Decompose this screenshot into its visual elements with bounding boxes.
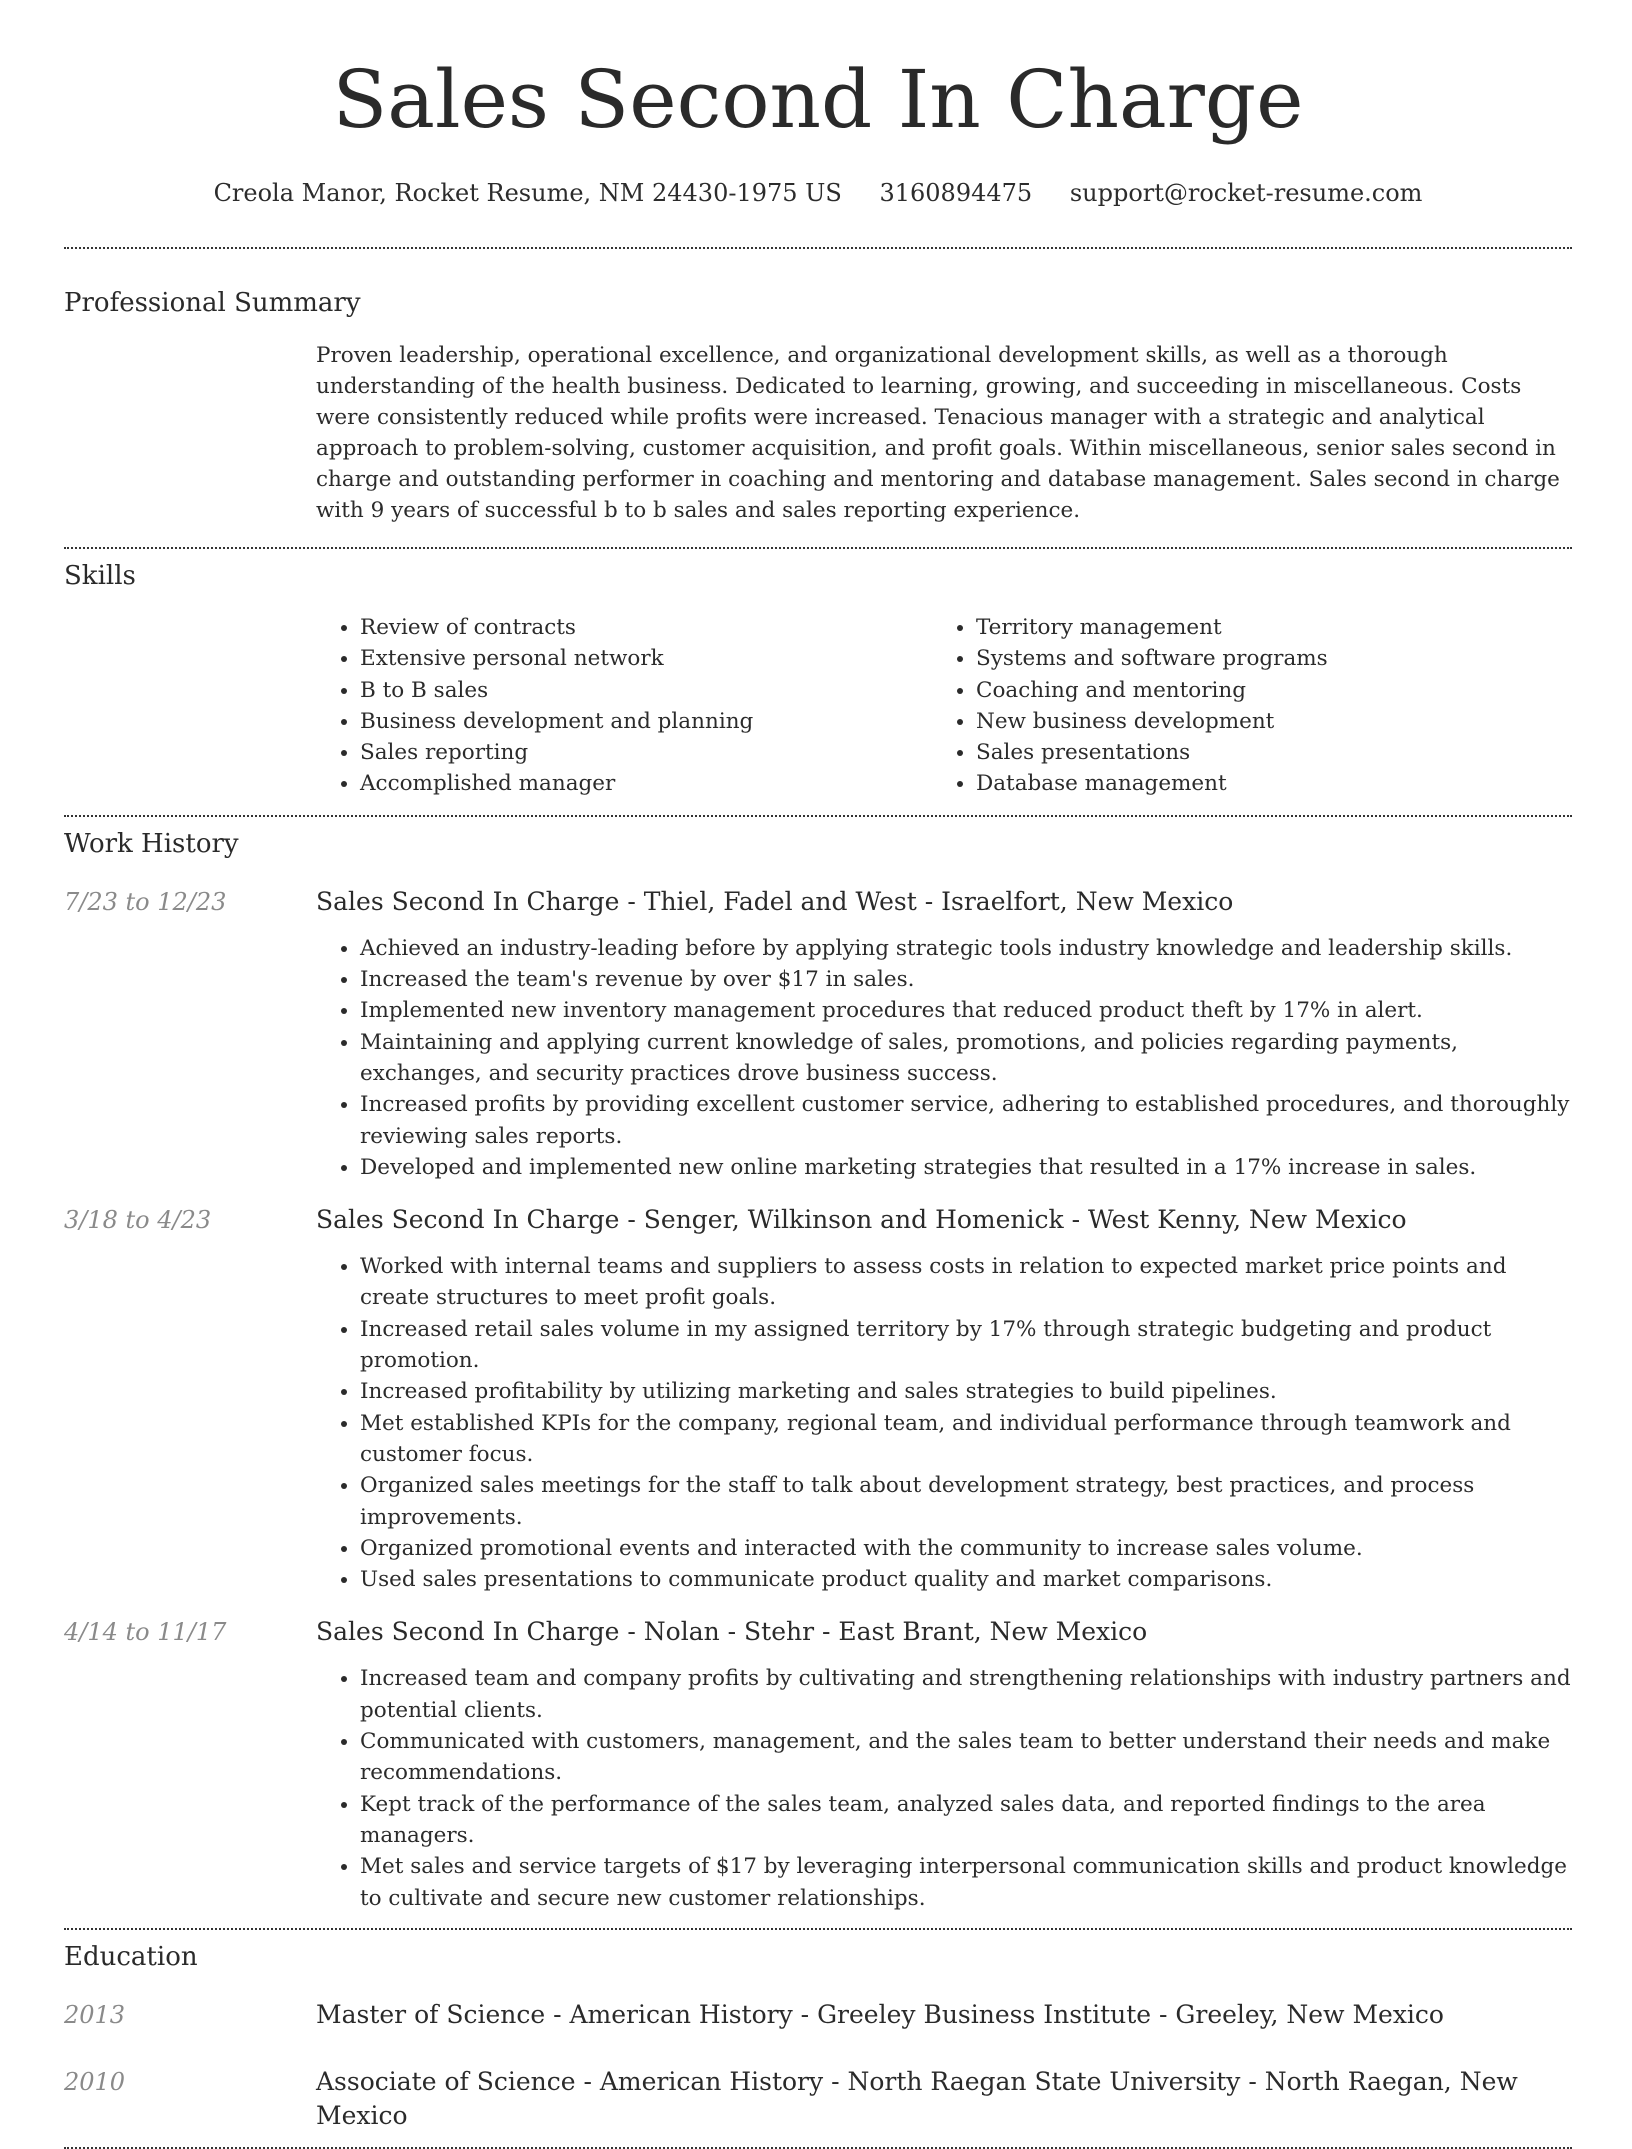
- education-entry: [64, 1998, 1572, 2032]
- education-text: Master of Science - American History - Greeley Business Institute - Greeley, New Mexico: [316, 1999, 1444, 2029]
- skills-column-left: [316, 612, 932, 800]
- job-entry: [64, 1615, 1572, 1913]
- job-bullet: • Met established KPIs for the company, regional team, and individual performance through teamwork and customer focus.: [360, 1408, 1572, 1471]
- job-title: Sales Second In Charge - Senger, Wilkinson and Homenick - West Kenny, New Mexico: [316, 1205, 1407, 1235]
- skill-item: • Territory management: [976, 612, 1548, 643]
- section-title-work: Work History: [64, 828, 239, 859]
- skills-list: [316, 612, 1572, 800]
- summary-text: Proven leadership, operational excellence, and organizational development skills, as well as a thorough understanding of the health business. Dedicated to learning, growing, and succeeding in miscellaneous. Costs were consistently reduced while profits were increased. Tenacious manager with a strategic and analytical approach to problem-solving, customer acquisition, and profit goals. Within miscellaneous, senior sales second in charge and outstanding performer in coaching and mentoring and database management. Sales second in charge with 9 years of successful b to b sales and sales reporting experience.: [316, 343, 1560, 523]
- job-date: 7/23 to 12/23: [64, 887, 227, 916]
- skills-column-right: [932, 612, 1548, 800]
- skill-item: • New business development: [976, 706, 1548, 737]
- job-bullet: • Maintaining and applying current knowledge of sales, promotions, and policies regarding payments, exchanges, and security practices drove business success.: [360, 1027, 1572, 1090]
- job-date: 3/18 to 4/23: [64, 1206, 212, 1235]
- job-bullet: • Used sales presentations to communicate product quality and market comparisons.: [360, 1564, 1572, 1595]
- job-bullet: • Increased profits by providing excellent customer service, adhering to established procedures, and thoroughly reviewing sales reports.: [360, 1089, 1572, 1152]
- job-bullet: • Increased retail sales volume in my assigned territory by 17% through strategic budgeting and product promotion.: [360, 1314, 1572, 1377]
- job-entry: [64, 885, 1572, 1183]
- section-title-skills: Skills: [64, 561, 136, 591]
- job-bullet: • Implemented new inventory management procedures that reduced product theft by 17% in alert.: [360, 995, 1572, 1026]
- job-bullet: • Communicated with customers, management, and the sales team to better understand their needs and make recommendations.: [360, 1726, 1572, 1789]
- job-bullet: • Achieved an industry-leading before by applying strategic tools industry knowledge and leadership skills.: [360, 933, 1572, 964]
- education-entry: [64, 2065, 1572, 2133]
- skill-item: • Review of contracts: [360, 612, 932, 643]
- education-year: 2010: [64, 2067, 126, 2096]
- job-title: Sales Second In Charge - Nolan - Stehr - East Brant, New Mexico: [316, 1617, 1148, 1647]
- job-bullet: • Increased profitability by utilizing marketing and sales strategies to build pipelines.: [360, 1376, 1572, 1407]
- contact-email[interactable]: support@rocket-resume.com: [1069, 179, 1423, 207]
- job-body: [316, 1615, 1572, 1913]
- resume-page: [64, 0, 1572, 2149]
- education-text: Associate of Science - American History - North Raegan State University - North Raegan, New Mexico: [316, 2066, 1518, 2130]
- job-bullets: [316, 1663, 1572, 1913]
- job-entry: [64, 1203, 1572, 1595]
- job-title: Sales Second In Charge - Thiel, Fadel and West - Israelfort, New Mexico: [316, 886, 1234, 916]
- job-bullets: [316, 1251, 1572, 1595]
- job-bullet: • Worked with internal teams and suppliers to assess costs in relation to expected market price points and create structures to meet profit goals.: [360, 1251, 1572, 1314]
- job-bullet: • Organized sales meetings for the staff to talk about development strategy, best practices, and process improvements.: [360, 1470, 1572, 1533]
- job-date: 4/14 to 11/17: [64, 1618, 227, 1647]
- section-title-summary: Professional Summary: [64, 288, 361, 318]
- skill-item: • Coaching and mentoring: [976, 675, 1548, 706]
- section-title-education: Education: [64, 1941, 198, 1972]
- job-bullet: • Kept track of the performance of the sales team, analyzed sales data, and reported findings to the area managers.: [360, 1789, 1572, 1852]
- contact-line: [64, 178, 1572, 208]
- skill-item: • Sales presentations: [976, 737, 1548, 768]
- divider: [64, 547, 1572, 549]
- job-bullet: • Developed and implemented new online marketing strategies that resulted in a 17% increase in sales.: [360, 1152, 1572, 1183]
- skill-item: • Sales reporting: [360, 737, 932, 768]
- skill-item: • Business development and planning: [360, 706, 932, 737]
- skill-item: • Extensive personal network: [360, 643, 932, 674]
- contact-address: Creola Manor, Rocket Resume, NM 24430-1975 US: [213, 179, 842, 207]
- job-body: [316, 885, 1572, 1183]
- job-bullet: • Met sales and service targets of $17 by leveraging interpersonal communication skills and product knowledge to cultivate and secure new customer relationships.: [360, 1851, 1572, 1914]
- divider: [64, 2147, 1572, 2149]
- job-bullet: • Organized promotional events and interacted with the community to increase sales volume.: [360, 1533, 1572, 1564]
- skill-item: • B to B sales: [360, 675, 932, 706]
- divider: [64, 1928, 1572, 1930]
- job-body: [316, 1203, 1572, 1595]
- divider: [64, 815, 1572, 817]
- skill-item: • Systems and software programs: [976, 643, 1548, 674]
- contact-phone: 3160894475: [879, 179, 1033, 207]
- divider: [64, 247, 1572, 249]
- job-bullet: • Increased team and company profits by cultivating and strengthening relationships with industry partners and potential clients.: [360, 1663, 1572, 1726]
- education-year: 2013: [64, 2000, 126, 2029]
- skill-item: • Accomplished manager: [360, 768, 932, 799]
- skill-item: • Database management: [976, 768, 1548, 799]
- job-bullets: [316, 933, 1572, 1183]
- resume-name: Sales Second In Charge: [332, 53, 1304, 146]
- job-bullet: • Increased the team's revenue by over $17 in sales.: [360, 964, 1572, 995]
